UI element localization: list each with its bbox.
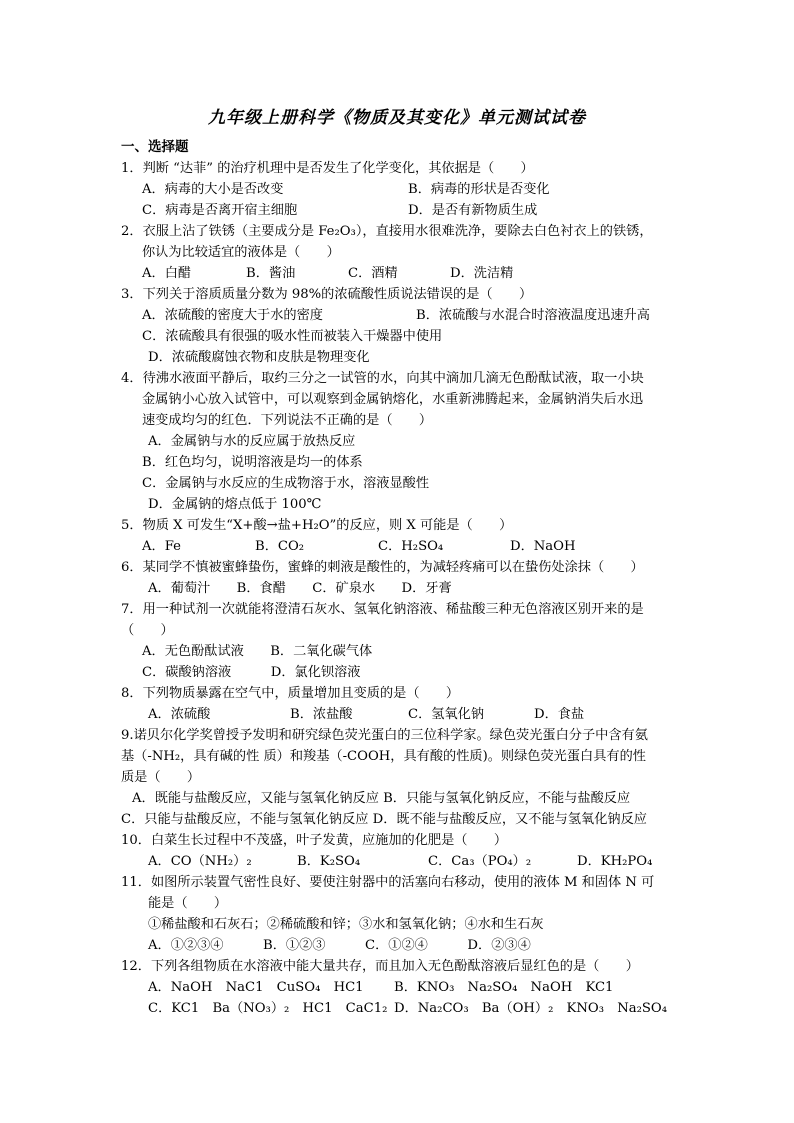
question-5-option-a: A．Fe — [142, 539, 181, 554]
question-8-option-b: B．浓盐酸 — [290, 707, 353, 722]
question-1-option-c: C．病毒是否离开宿主细胞 — [142, 203, 298, 218]
question-1-stem: 1．判断 “达菲” 的治疗机理中是否发生了化学变化，其依据是（ ） — [121, 161, 534, 176]
question-5-option-c: C．H₂SO₄ — [378, 539, 444, 554]
question-7-options-ab: A．无色酚酞试液 B．二氧化碳气体 — [142, 644, 373, 659]
question-7-options-cd: C．碳酸钠溶液 D．氯化钡溶液 — [142, 665, 361, 680]
question-2-option-c: C．酒精 — [348, 266, 398, 281]
question-10-option-d: D．KH₂PO₄ — [577, 854, 653, 869]
question-8-option-a: A．浓硫酸 — [148, 707, 211, 722]
question-2-option-d: D．洗洁精 — [450, 266, 514, 281]
question-2-stem-line-2: 你认为比较适宜的液体是（ ） — [142, 245, 340, 260]
question-4-stem-line-1: 4．待沸水液面平静后，取约三分之一试管的水，向其中滴加几滴无色酚酞试液，取一小块 — [121, 371, 644, 386]
question-12-stem: 12．下列各组物质在水溶液中能大量共存，而且加入无色酚酞溶液后显红色的是（ ） — [121, 959, 639, 974]
question-11-stem-line-1: 11．如图所示装置气密性良好、要使注射器中的活塞向右移动，使用的液体 M 和固体 N 可 — [121, 875, 655, 890]
question-5-option-d: D．NaOH — [510, 539, 576, 554]
question-6-options: A．葡萄汁 B．食醋 C．矿泉水 D．牙膏 — [148, 581, 452, 596]
question-11-stem-line-2: 能是（ ） — [148, 896, 228, 911]
question-12-option-c: C．KC1 Ba（NO₃）₂ HC1 CaC1₂ — [148, 1001, 388, 1016]
question-8-option-c: C．氢氧化钠 — [408, 707, 485, 722]
question-2-stem-line-1: 2．衣服上沾了铁锈（主要成分是 Fe₂O₃），直接用水很难洗净，要除去白色衬衣上的铁锈， — [121, 224, 653, 239]
question-9-options-cd: C．只能与盐酸反应，不能与氢氧化钠反应 D．既不能与盐酸反应，又不能与氢氧化钠反应 — [121, 812, 647, 827]
question-3-option-a: A．浓硫酸的密度大于水的密度 — [142, 308, 323, 323]
page-title: 九年级上册科学《物质及其变化》单元测试试卷 — [208, 108, 586, 128]
question-7-stem-line-1: 7．用一种试剂一次就能将澄清石灰水、氢氧化钠溶液、稀盐酸三种无色溶液区别开来的是 — [121, 602, 644, 617]
question-1-option-b: B．病毒的形状是否变化 — [408, 182, 550, 197]
question-10-option-a: A．CO（NH₂）₂ — [148, 854, 252, 869]
question-3-option-c: C．浓硫酸具有很强的吸水性而被装入干燥器中使用 — [142, 329, 443, 344]
section-heading: 一、选择题 — [121, 139, 189, 155]
question-4-option-d: D．金属钠的熔点低于 100℃ — [148, 497, 322, 512]
question-4-stem-line-3: 速变成均匀的红色．下列说法不正确的是（ ） — [142, 413, 433, 428]
question-3-option-d: D．浓硫酸腐蚀衣物和皮肤是物理变化 — [148, 350, 370, 365]
question-6-stem: 6．某同学不慎被蜜蜂蛰伤，蜜蜂的刺液是酸性的，为减轻疼痛可以在蛰伤处涂抹（ ） — [121, 560, 644, 575]
question-4-option-c: C．金属钠与水反应的生成物溶于水，溶液显酸性 — [142, 476, 430, 491]
question-12-option-a: A．NaOH NaC1 CuSO₄ HC1 — [148, 980, 364, 995]
question-10-stem: 10．白菜生长过程中不茂盛，叶子发黄，应施加的化肥是（ ） — [121, 833, 508, 848]
question-12-option-d: D．Na₂CO₃ Ba（OH）₂ KNO₃ Na₂SO₄ — [394, 1001, 668, 1016]
question-12-option-b: B．KNO₃ Na₂SO₄ NaOH KC1 — [394, 980, 614, 995]
question-7-stem-line-2: （ ） — [121, 623, 174, 638]
question-9-options-ab: A．既能与盐酸反应，又能与氢氧化钠反应 B．只能与氢氧化钠反应，不能与盐酸反应 — [132, 791, 631, 806]
question-5-option-b: B．CO₂ — [255, 539, 305, 554]
question-1-option-d: D．是否有新物质生成 — [408, 203, 538, 218]
question-3-stem: 3．下列关于溶质质量分数为 98%的浓硫酸性质说法错误的是（ ） — [121, 287, 533, 302]
question-5-stem: 5．物质 X 可发生“X+酸→盐+H₂O”的反应，则 X 可能是（ ） — [121, 518, 513, 533]
question-9-stem-line-1: 9.诺贝尔化学奖曾授予发明和研究绿色荧光蛋白的三位科学家。绿色荧光蛋白分子中含有氨 — [121, 728, 648, 743]
question-4-option-b: B．红色均匀，说明溶液是均一的体系 — [142, 455, 363, 470]
question-8-stem: 8．下列物质暴露在空气中，质量增加且变质的是（ ） — [121, 686, 460, 701]
question-11-options: A．①②③④ B．①②③ C．①②④ D．②③④ — [148, 938, 531, 953]
question-2-option-a: A．白醋 — [142, 266, 192, 281]
question-10-option-b: B．K₂SO₄ — [297, 854, 361, 869]
question-2-option-b: B．酱油 — [246, 266, 296, 281]
question-9-stem-line-2: 基（-NH₂，具有碱的性 质）和羧基（-COOH，具有酸的性质)。则绿色荧光蛋白具有的性 — [121, 749, 646, 764]
question-4-stem-line-2: 金属钠小心放入试管中，可以观察到金属钠熔化，水重新沸腾起来，金属钠消失后水迅 — [142, 392, 644, 407]
question-9-stem-line-3: 质是（ ） — [121, 770, 201, 785]
question-11-choices-list: ①稀盐酸和石灰石；②稀硫酸和锌；③水和氢氧化钠；④水和生石灰 — [148, 917, 544, 932]
question-4-option-a: A．金属钠与水的反应属于放热反应 — [148, 434, 356, 449]
question-1-option-a: A．病毒的大小是否改变 — [142, 182, 284, 197]
question-3-option-b: B．浓硫酸与水混合时溶液温度迅速升高 — [416, 308, 650, 323]
question-8-option-d: D．食盐 — [534, 707, 585, 722]
question-10-option-c: C．Ca₃（PO₄）₂ — [428, 854, 532, 869]
